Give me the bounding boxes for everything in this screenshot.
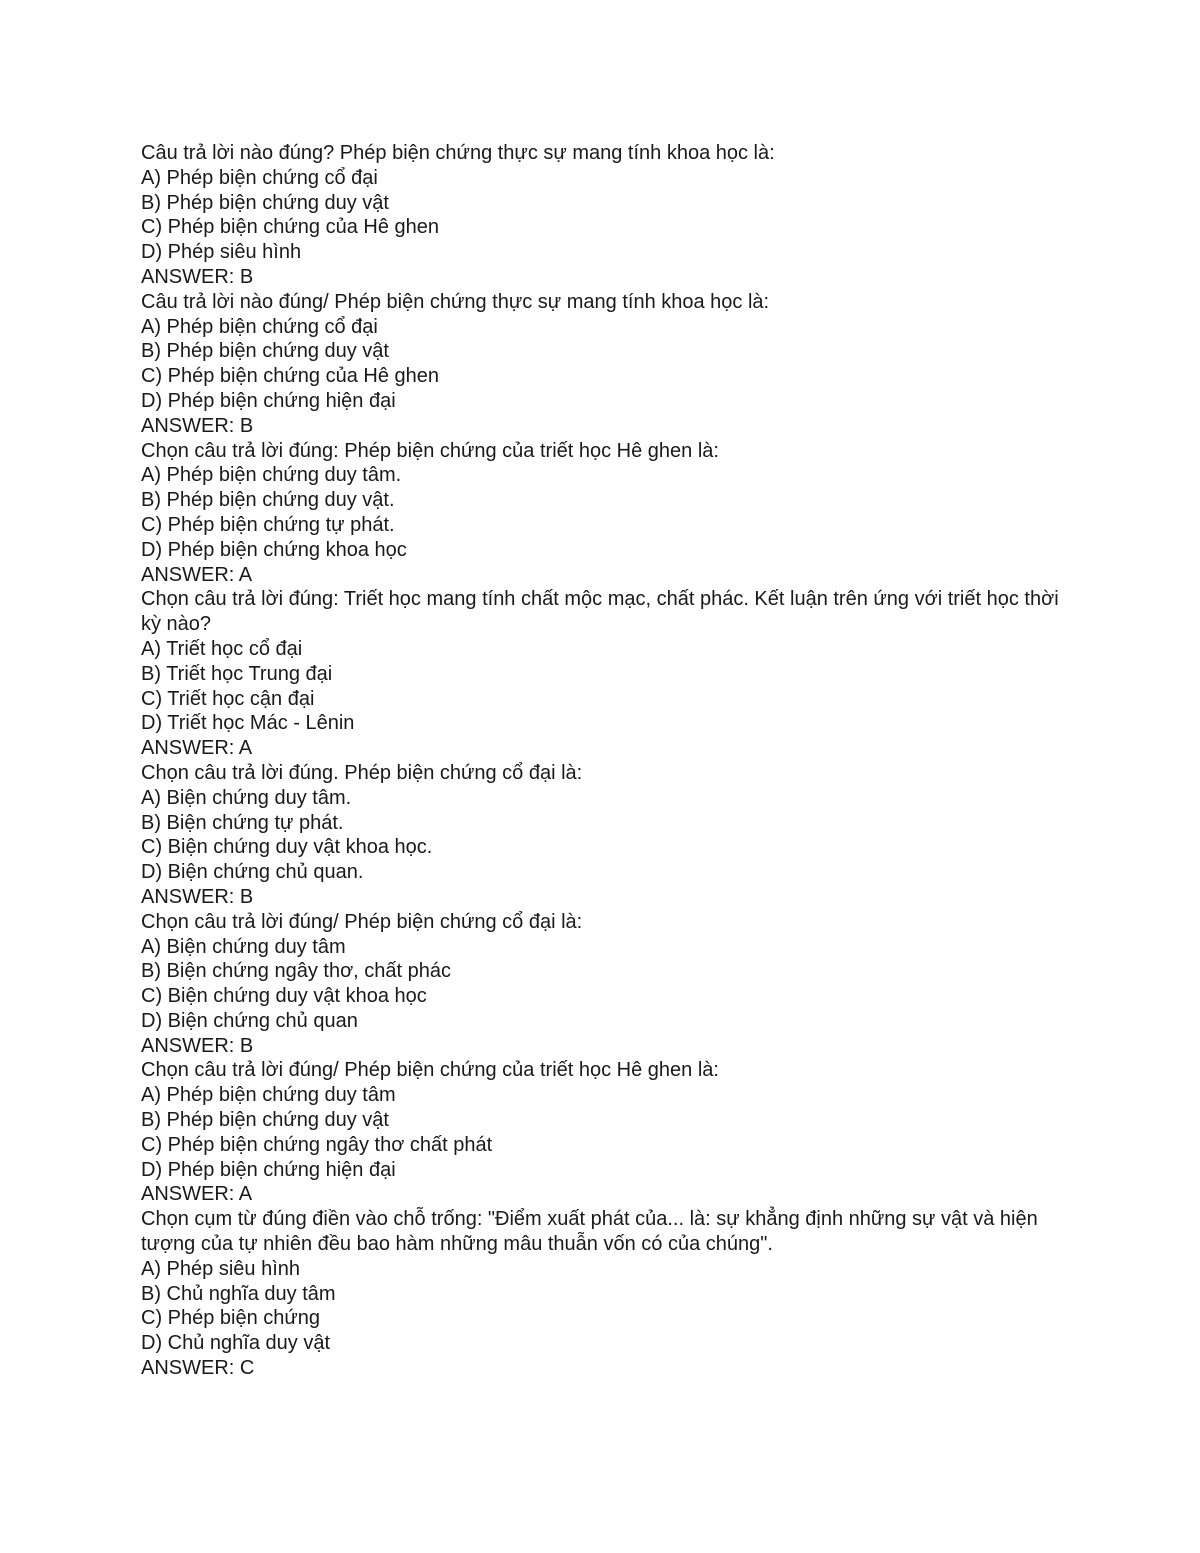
answer-option: B) Phép biện chứng duy vật [141,191,389,214]
answer-option: C) Triết học cận đại [141,687,315,710]
answer-option: B) Chủ nghĩa duy tâm [141,1282,336,1305]
answer-option: A) Phép biện chứng cổ đại [141,166,378,189]
answer-option: D) Phép biện chứng hiện đại [141,389,396,412]
question-block [141,290,1081,439]
question-prompt: Chọn câu trả lời đúng. Phép biện chứng cổ đại là: [141,761,583,784]
answer-key: ANSWER: A [141,563,253,586]
answer-key: ANSWER: B [141,265,254,288]
question-block [141,141,1081,290]
answer-option: B) Biện chứng ngây thơ, chất phác [141,960,452,983]
question-prompt: Chọn câu trả lời đúng/ Phép biện chứng của triết học Hê ghen là: [141,1059,719,1082]
answer-option: C) Phép biện chứng [141,1307,321,1330]
answer-option: C) Biện chứng duy vật khoa học. [141,836,433,859]
answer-option: C) Phép biện chứng của Hê ghen [141,365,440,388]
answer-option: D) Biện chứng chủ quan [141,1009,358,1032]
answer-option: D) Phép biện chứng khoa học [141,538,407,561]
question-prompt: Chọn câu trả lời đúng: Triết học mang tính chất mộc mạc, chất phác. Kết luận trên ứng với triết học thời kỳ nào? [141,588,1059,636]
answer-key: ANSWER: B [141,1034,254,1057]
answer-option: B) Phép biện chứng duy vật [141,1109,389,1132]
question-prompt: Câu trả lời nào đúng/ Phép biện chứng thực sự mang tính khoa học là: [141,290,770,313]
answer-option: C) Phép biện chứng của Hê ghen [141,216,440,239]
answer-option: A) Biện chứng duy tâm. [141,786,352,809]
question-prompt: Câu trả lời nào đúng? Phép biện chứng thực sự mang tính khoa học là: [141,142,775,164]
question-block [141,1207,1081,1381]
answer-key: ANSWER: A [141,737,253,760]
answer-option: A) Phép siêu hình [141,1257,300,1280]
answer-option: A) Triết học cổ đại [141,637,303,660]
question-block [141,761,1081,910]
answer-key: ANSWER: B [141,885,254,908]
answer-key: ANSWER: C [141,1357,255,1380]
document-page [141,141,1081,1381]
answer-key: ANSWER: B [141,414,254,437]
answer-option: D) Phép biện chứng hiện đại [141,1158,396,1181]
answer-option: A) Biện chứng duy tâm [141,935,346,958]
answer-option: D) Biện chứng chủ quan. [141,861,364,884]
answer-option: B) Biện chứng tự phát. [141,811,344,834]
question-block [141,439,1081,588]
question-block [141,1058,1081,1207]
answer-option: D) Phép siêu hình [141,241,302,264]
answer-option: D) Chủ nghĩa duy vật [141,1332,330,1355]
answer-option: A) Phép biện chứng duy tâm [141,1084,396,1107]
question-prompt: Chọn câu trả lời đúng/ Phép biện chứng cổ đại là: [141,910,583,933]
answer-option: D) Triết học Mác - Lênin [141,712,355,735]
question-prompt: Chọn câu trả lời đúng: Phép biện chứng của triết học Hê ghen là: [141,439,719,462]
answer-option: B) Triết học Trung đại [141,662,333,685]
answer-option: C) Biện chứng duy vật khoa học [141,985,427,1008]
answer-option: B) Phép biện chứng duy vật [141,340,389,363]
answer-option: C) Phép biện chứng ngây thơ chất phát [141,1133,493,1156]
question-block [141,910,1081,1059]
answer-key: ANSWER: A [141,1183,253,1206]
answer-option: B) Phép biện chứng duy vật. [141,489,395,512]
answer-option: C) Phép biện chứng tự phát. [141,513,395,536]
answer-option: A) Phép biện chứng duy tâm. [141,464,402,487]
answer-option: A) Phép biện chứng cổ đại [141,315,378,338]
question-prompt: Chọn cụm từ đúng điền vào chỗ trống: "Điểm xuất phát của... là: sự khẳng định những sự vật và hiện tượng của tự nhiên đều bao hàm những mâu thuẫn vốn có của chúng". [141,1208,1038,1256]
question-block [141,587,1081,761]
